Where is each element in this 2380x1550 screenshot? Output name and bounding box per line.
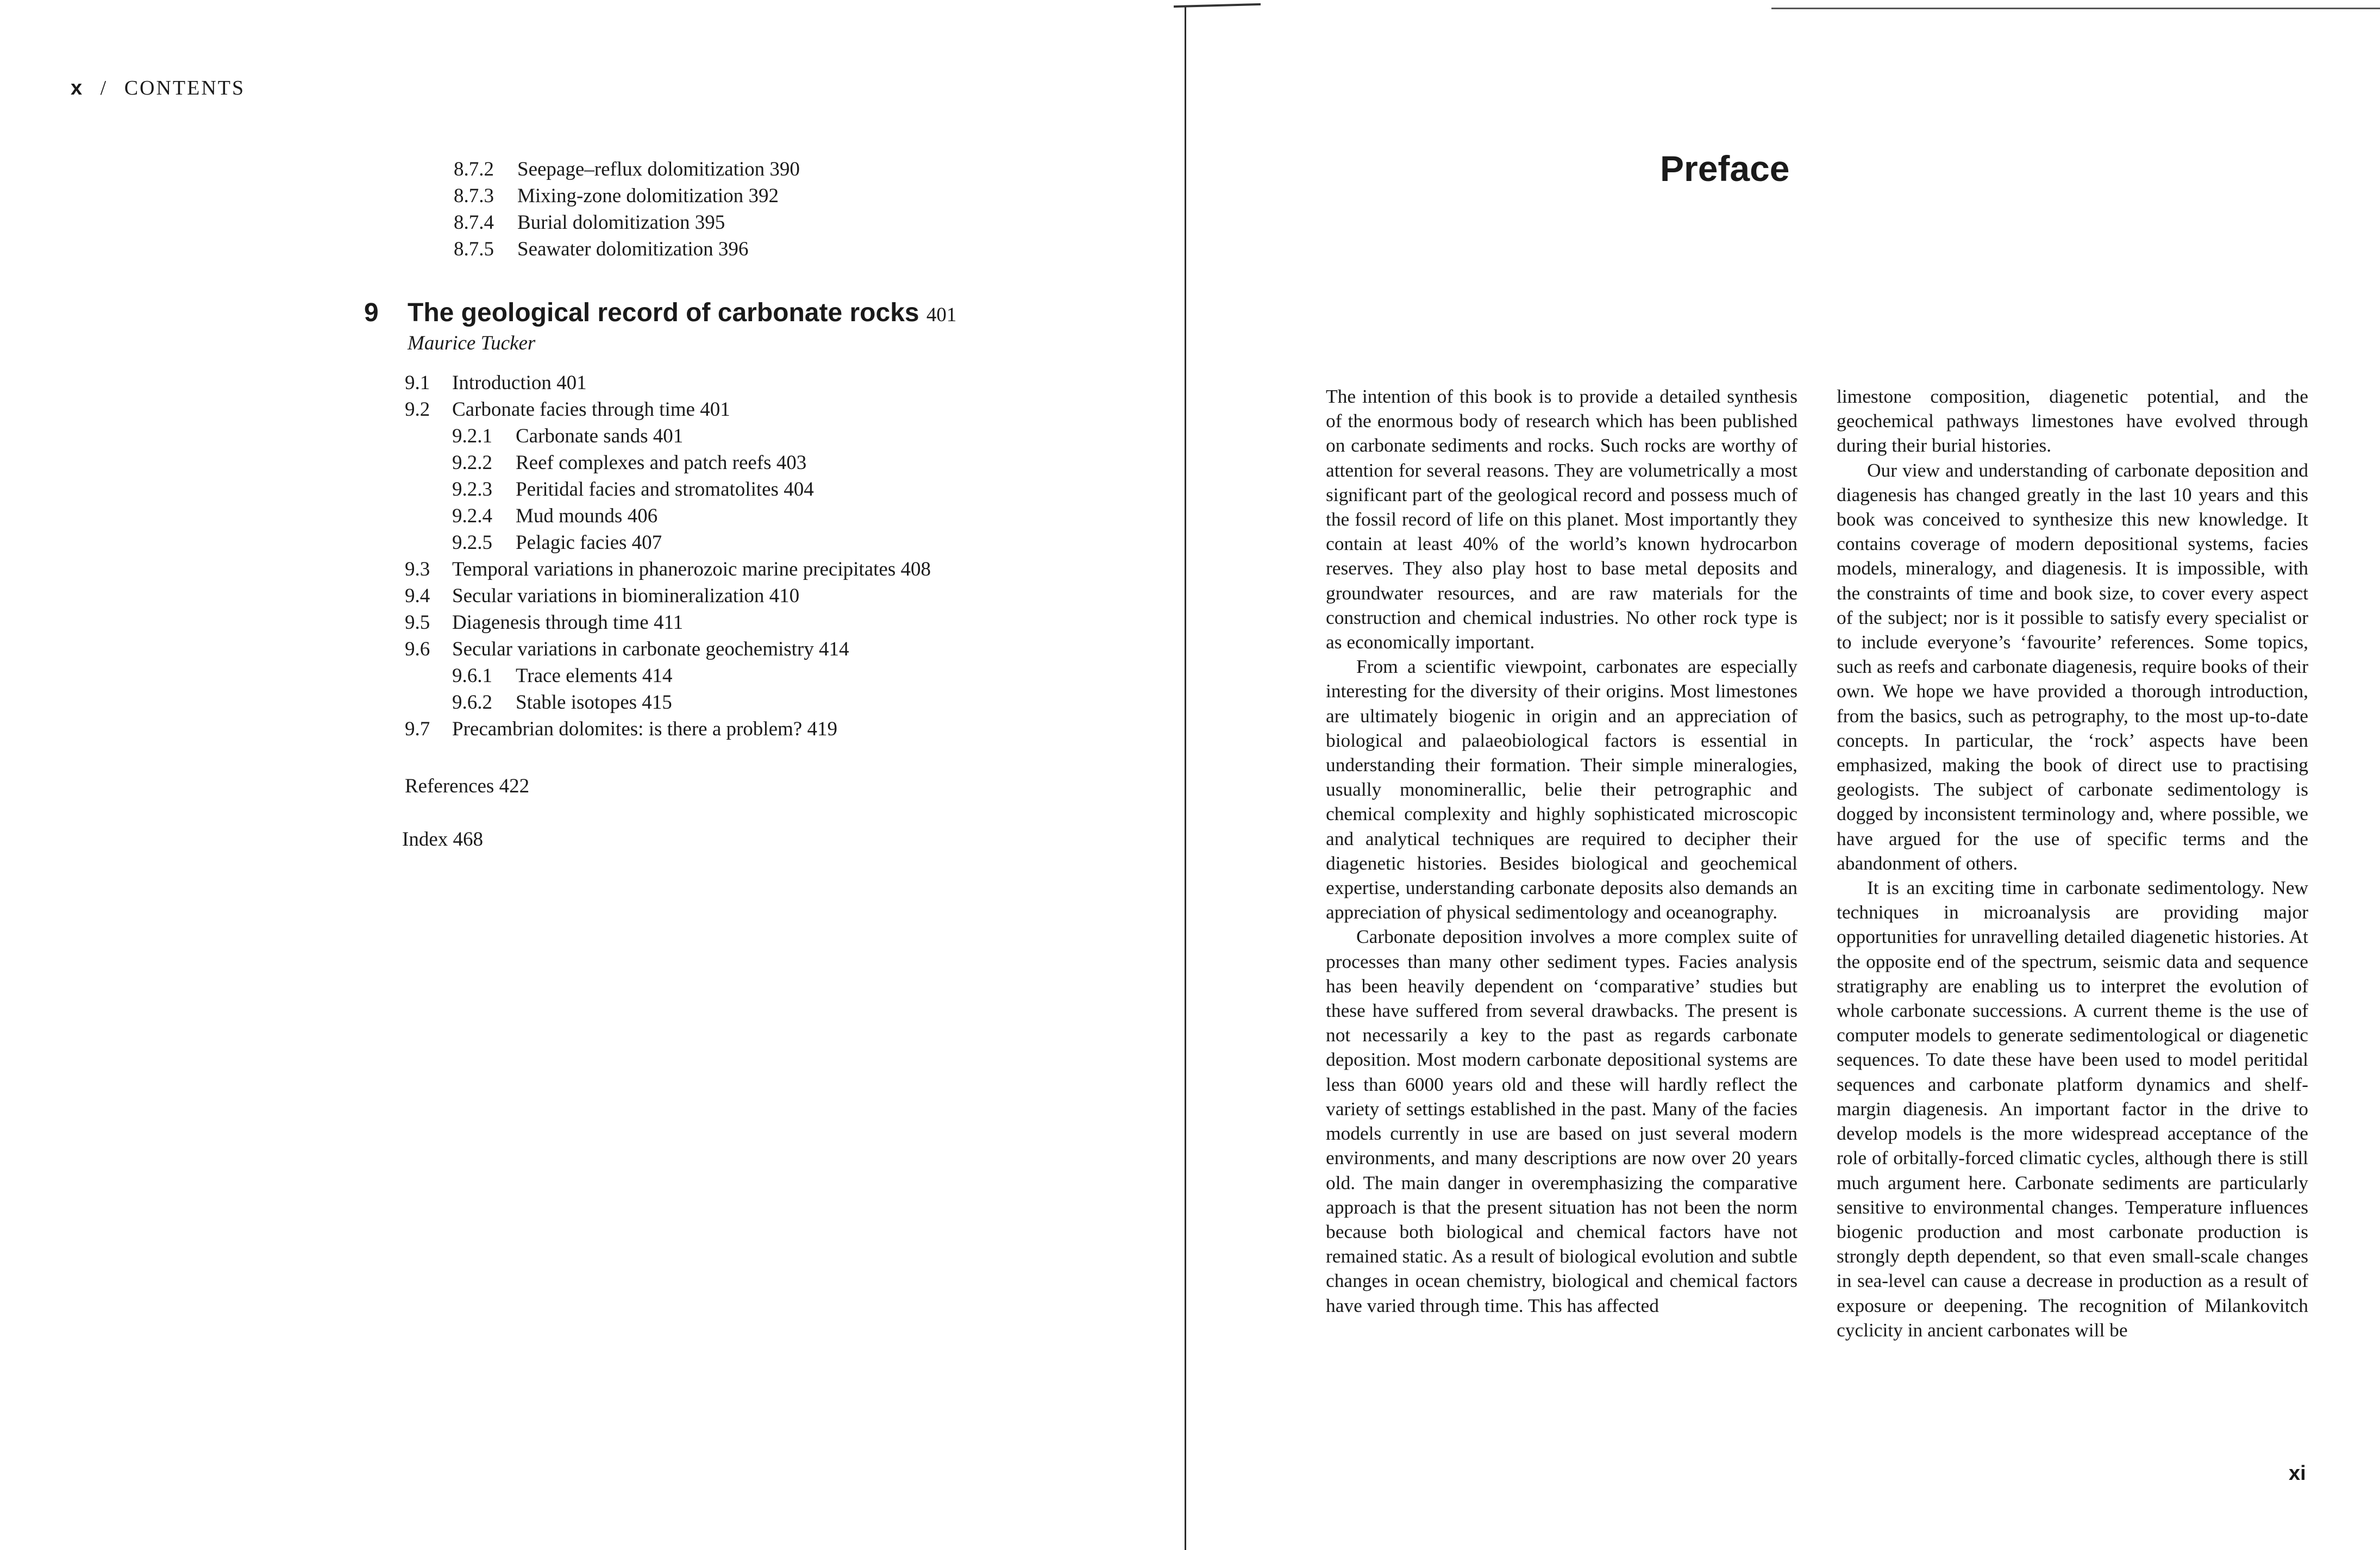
toc-entry: 9.2.1 Carbonate sands 401 — [452, 425, 684, 447]
toc-chapter-9 — [405, 370, 931, 742]
toc-entry: 9.2.4 Mud mounds 406 — [452, 505, 658, 527]
paragraph: It is an exciting time in carbonate sedimentology. New techniques in microanalysis are providing major opportunities for unravelling detailed diagenetic histories. At the opposite end of the spectrum, seismic data and sequence stratigraphy are enabling us to interpret the evolution of whole carbonate successions. A current theme is the use of computer models to generate sedimentological or diagenetic sequences. To date these have been used to model peritidal sequences and carbonate platform dynamics and shelf-margin diagenesis. An important factor in the drive to develop models is the more widespread acceptance of the role of orbitally-forced climatic cycles, although there is still much argument here. Carbonate sediments are particularly sensitive to environmental changes. Temperature influences biogenic production and most carbonate production is strongly depth dependent, so that even small-scale changes in sea-level can cause a decrease in production as a result of exposure or deepening. The recognition of Milankovitch cyclicity in ancient carbonates will be — [1837, 877, 2308, 1341]
toc-entry: 8.7.2 Seepage–reflux dolomitization 390 — [454, 158, 800, 180]
toc-entry: 9.2.2 Reef complexes and patch reefs 403 — [452, 452, 807, 474]
preface-column-left — [1326, 384, 1797, 1318]
toc-references: References 422 — [405, 775, 530, 797]
toc-entry: 9.4 Secular variations in biomineralization 410 — [405, 585, 800, 607]
running-header — [71, 76, 245, 100]
chapter-heading — [364, 298, 956, 328]
paragraph: Our view and understanding of carbonate deposition and diagenesis has changed greatly in the last 10 years and this book was conceived to synthesize this new knowledge. It contains coverage of modern depositional systems, facies models, mineralogy, and diagenesis. It is impossible, with the constraints of time and book size, to cover every aspect of the subject; nor is it possible to satisfy every specialist or to include everyone’s ‘favourite’ references. Some topics, such as reefs and carbonate diagenesis, require books of their own. We hope we have provided a thorough introduction, from the basics, such as petrography, to the most up-to-date concepts. In particular, the ‘rock’ aspects have been emphasized, making the book of direct use to practising geologists. The subject of carbonate sedimentology is dogged by inconsistent terminology and, where possible, we have argued for the use of specific terms and the abandonment of others. — [1837, 459, 2308, 874]
toc-entry: 9.6.2 Stable isotopes 415 — [452, 691, 672, 714]
page-folio: x — [71, 77, 84, 99]
chapter-title: The geological record of carbonate rocks — [408, 298, 919, 327]
chapter-page: 401 — [926, 304, 957, 326]
toc-entry: 9.1 Introduction 401 — [405, 372, 587, 394]
paragraph: The intention of this book is to provide a detailed synthesis of the enormous body of research which has been published on carbonate sediments and rocks. Such rocks are worthy of attention for several reasons. They are volumetrically a most significant part of the geological record and possess much of the fossil record of life on this planet. Most importantly they contain at least 40% of the world’s known hydrocarbon reserves. They also play host to base metal deposits and groundwater resources, and are raw materials for the construction and chemical industries. No other rock type is as economically important. — [1326, 385, 1797, 653]
toc-entry: 8.7.4 Burial dolomitization 395 — [454, 211, 725, 234]
chapter-number: 9 — [364, 298, 379, 327]
toc-entry: 9.2 Carbonate facies through time 401 — [405, 398, 730, 421]
header-title: CONTENTS — [124, 77, 246, 99]
toc-entry: 8.7.3 Mixing-zone dolomitization 392 — [454, 185, 779, 207]
toc-entry: 9.2.5 Pelagic facies 407 — [452, 532, 662, 554]
header-separator: / — [100, 77, 108, 99]
toc-index: Index 468 — [402, 828, 483, 851]
toc-section-8-7 — [454, 156, 800, 262]
toc-entry: 9.2.3 Peritidal facies and stromatolites 404 — [452, 478, 814, 501]
paragraph: From a scientific viewpoint, carbonates are especially interesting for the diversity of their origins. Most limestones are ultimately biogenic in origin and an appreciation of biological and palaeobiological factors is essential in understanding their formation. Their simple mineralogies, usually monominerallic, belie their petrographic and chemical complexity and highly sophisticated microscopic and analytical techniques are required to decipher their diagenetic histories. Besides biological and geochemical expertise, understanding carbonate deposits also demands an appreciation of physical sedimentology and oceanography. — [1326, 655, 1797, 923]
paragraph: Carbonate deposition involves a more complex suite of processes than many other sediment types. Facies analysis has been heavily dependent on ‘comparative’ studies but these have suffered from several drawbacks. The present is not necessarily a key to the past as regards carbonate deposition. Most modern carbonate depositional systems are less than 6000 years old and these will hardly reflect the variety of settings established in the past. Many of the facies models currently in use are based on just several modern environments, and many descriptions are now over 20 years old. The main danger in overemphasizing the comparative approach is that the present situation has not been the norm because both biological and chemical factors have not remained static. As a result of biological evolution and subtle changes in ocean chemistry, biological and chemical factors have varied through time. This has affected — [1326, 926, 1797, 1316]
toc-entry: 9.5 Diagenesis through time 411 — [405, 611, 684, 634]
toc-entry: 9.7 Precambrian dolomites: is there a problem? 419 — [405, 718, 837, 740]
page-gutter-line — [1185, 7, 1186, 1550]
gutter-top-mark — [1174, 3, 1261, 8]
toc-entry: 8.7.5 Seawater dolomitization 396 — [454, 238, 749, 260]
chapter-author: Maurice Tucker — [408, 332, 536, 354]
preface-column-right — [1837, 384, 2308, 1342]
toc-entry: 9.3 Temporal variations in phanerozoic marine precipitates 408 — [405, 558, 931, 580]
toc-entry: 9.6 Secular variations in carbonate geochemistry 414 — [405, 638, 849, 660]
paragraph: limestone composition, diagenetic potential, and the geochemical pathways limestones have evolved through during their burial histories. — [1837, 385, 2308, 457]
page-title: Preface — [1660, 148, 1790, 189]
page-folio-right: xi — [2289, 1462, 2306, 1485]
top-edge-rule — [1771, 8, 2380, 9]
toc-entry: 9.6.1 Trace elements 414 — [452, 665, 673, 687]
